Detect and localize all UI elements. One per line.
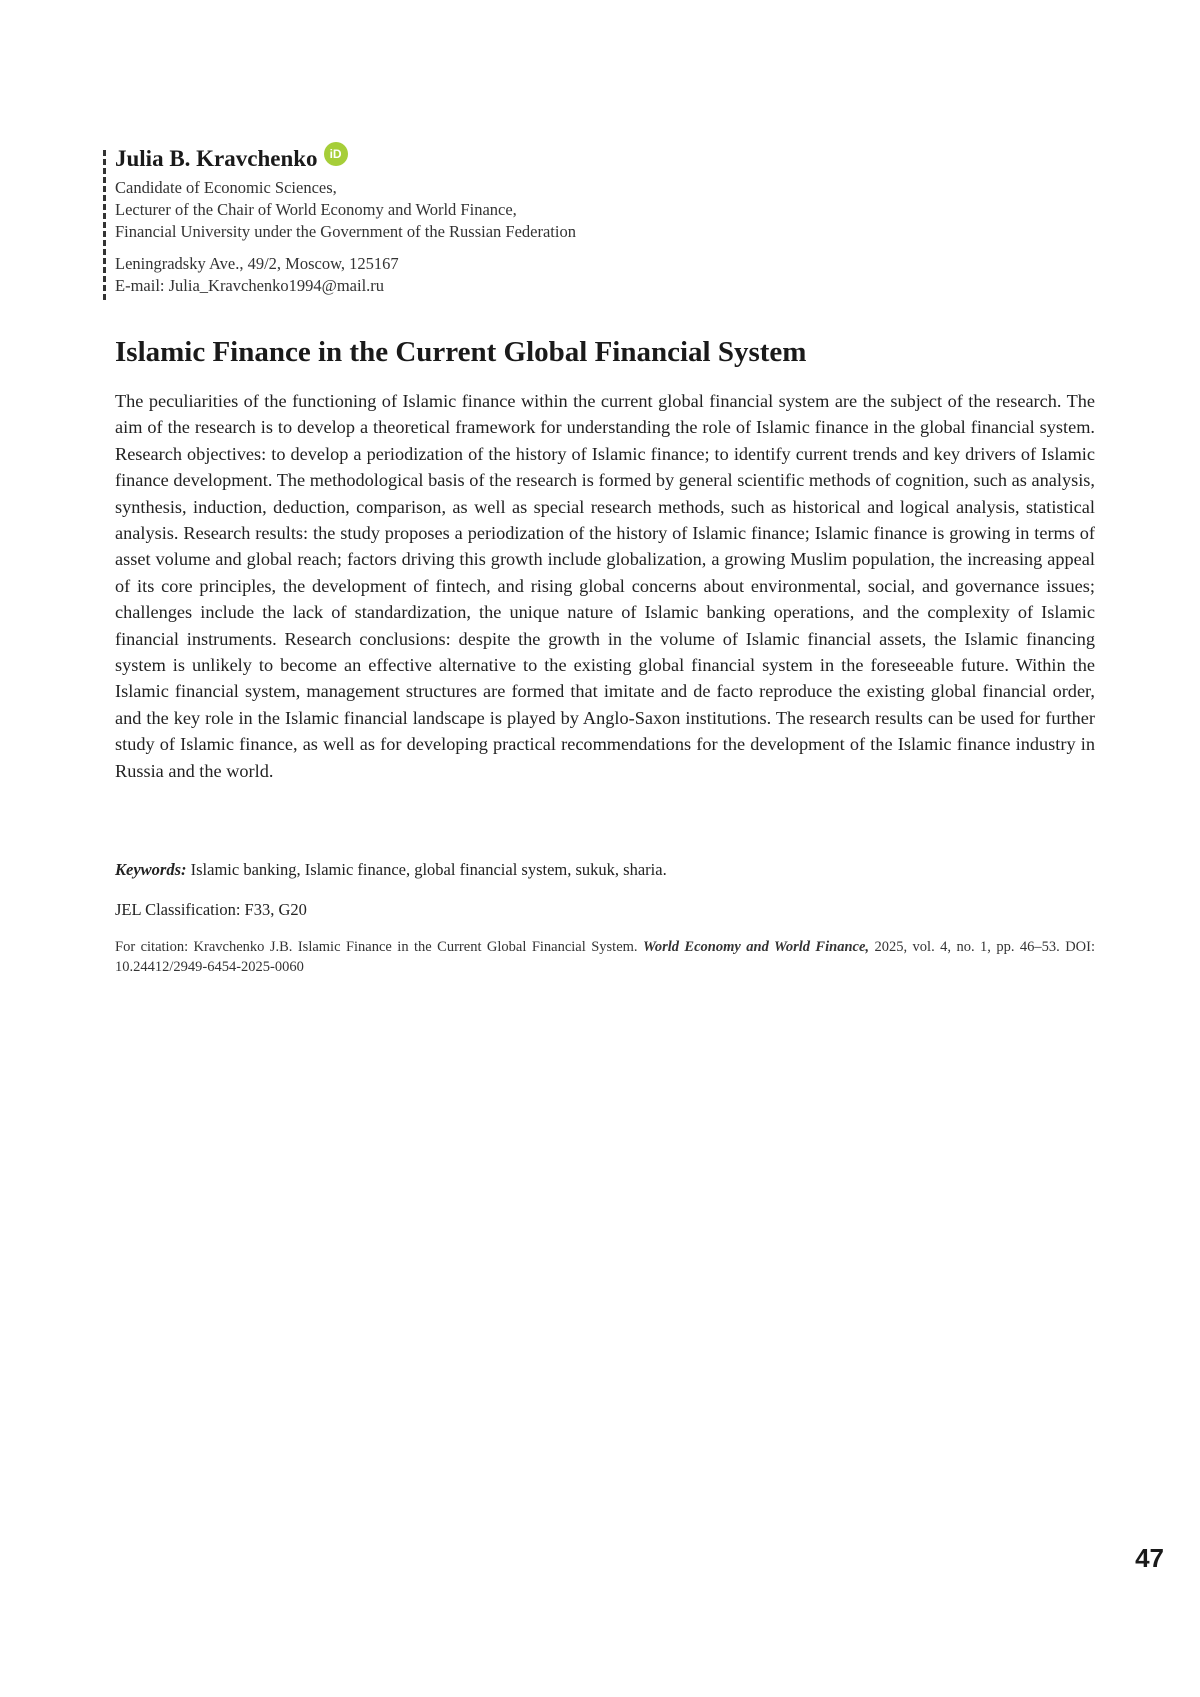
- citation-prefix: For citation: Kravchenko J.B. Islamic Finance in the Current Global Financial System.: [115, 939, 638, 955]
- author-content: [115, 145, 795, 297]
- author-address: Leningradsky Ave., 49/2, Moscow, 125167: [115, 254, 399, 273]
- page-number: 47: [1135, 1543, 1164, 1573]
- author-name-row: [115, 145, 795, 173]
- orcid-icon[interactable]: iD: [324, 142, 348, 166]
- keywords-list: Islamic banking, Islamic finance, global financial system, sukuk, sharia.: [190, 860, 667, 879]
- author-contact: [115, 253, 795, 297]
- affiliation-line: Candidate of Economic Sciences,: [115, 178, 337, 197]
- affiliation-line: Lecturer of the Chair of World Economy and World Finance,: [115, 200, 517, 219]
- author-affiliation: [115, 177, 795, 243]
- author-dashed-rule: [103, 150, 106, 300]
- citation-suffix: 2025, vol. 4, no. 1, pp. 46–53. DOI: 10.24412/2949-6454-2025-0060: [115, 939, 1096, 975]
- author-name: Julia B. Kravchenko: [115, 146, 318, 171]
- keywords-label: Keywords:: [115, 860, 187, 879]
- author-block: [103, 145, 803, 303]
- citation: [115, 937, 1095, 977]
- article-abstract: The peculiarities of the functioning of Islamic finance within the current global financial system are the subject of the research. The aim of the research is to develop a theoretical framework for understanding the role of Islamic finance in the global financial system. Research objectives: to develop a periodization of the history of Islamic finance; to identify current trends and key drivers of Islamic finance development. The methodological basis of the research is formed by general scientific methods of cognition, such as analysis, synthesis, induction, deduction, comparison, as well as special research methods, such as historical and logical analysis, statistical analysis. Research results: the study proposes a periodization of the history of Islamic finance; Islamic finance is growing in terms of asset volume and global reach; factors driving this growth include globalization, a growing Muslim population, the increasing appeal of its core principles, the development of fintech, and rising global concerns about environmental, social, and governance issues; challenges include the lack of standardization, the unique nature of Islamic banking operations, and the complexity of Islamic financial instruments. Research conclusions: despite the growth in the volume of Islamic financial assets, the Islamic financing system is unlikely to become an effective alternative to the existing global financial system in the foreseeable future. Within the Islamic financial system, management structures are formed that imitate and de facto reproduce the existing global financial order, and the key role in the Islamic financial landscape is played by Anglo-Saxon institutions. The research results can be used for further study of Islamic finance, as well as for developing practical recommendations for the development of the Islamic finance industry in Russia and the world.: [115, 391, 1095, 781]
- citation-journal: World Economy and World Finance,: [643, 939, 870, 955]
- keywords: [115, 859, 1095, 881]
- article-title: Islamic Finance in the Current Global Financial System: [115, 336, 807, 368]
- author-email: E-mail: Julia_Kravchenko1994@mail.ru: [115, 276, 385, 295]
- affiliation-line: Financial University under the Government of the Russian Federation: [115, 222, 576, 241]
- jel-classification: JEL Classification: F33, G20: [115, 900, 307, 919]
